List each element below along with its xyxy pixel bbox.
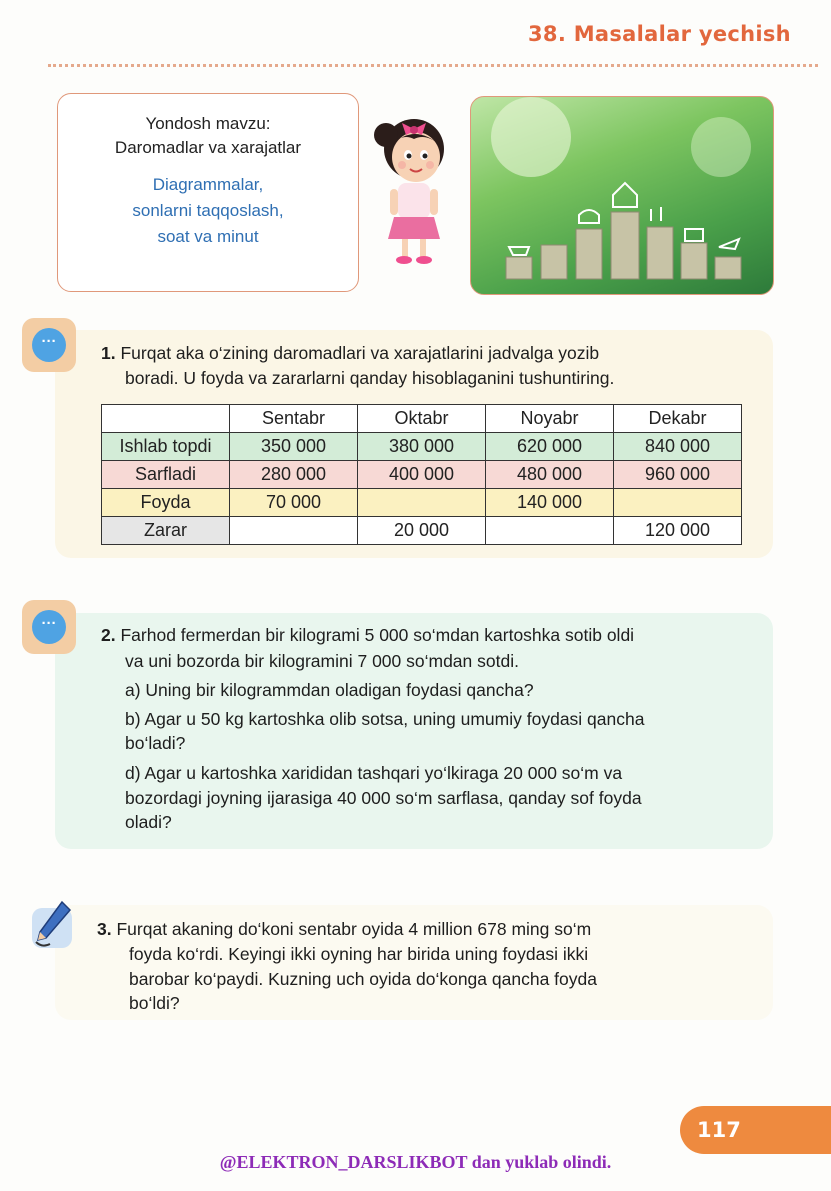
table-cell [614, 489, 742, 517]
table-cell: 380 000 [358, 433, 486, 461]
task2-question-d2: bozordagi joyning ijarasiga 40 000 so‘m sarflasa, qanday sof foyda [125, 788, 642, 808]
table-row [102, 489, 742, 517]
subtopic-time: soat va minut [157, 227, 259, 246]
table-row [102, 433, 742, 461]
task3-line1: Furqat akaning do‘koni sentabr oyida 4 million 678 ming so‘m [116, 919, 592, 939]
table-cell: 120 000 [614, 517, 742, 545]
task3-line4: bo‘ldi? [129, 993, 180, 1013]
coin-stacks-image [471, 97, 773, 294]
task2-number: 2. [101, 625, 116, 645]
table-cell: 400 000 [358, 461, 486, 489]
table-row [102, 517, 742, 545]
table-cell: Zarar [102, 517, 230, 545]
task2-question-b2: bo‘ladi? [125, 733, 186, 753]
table-header-cell: Oktabr [358, 405, 486, 433]
girl-illustration [366, 105, 458, 270]
table-cell: 70 000 [230, 489, 358, 517]
table-header-row [102, 405, 742, 433]
table-cell [358, 489, 486, 517]
task3-number: 3. [97, 919, 112, 939]
task3-line3: barobar ko‘paydi. Kuzning uch oyida do‘konga qancha foyda [129, 969, 597, 989]
coins-photo [470, 96, 774, 295]
table-cell: 140 000 [486, 489, 614, 517]
task3-line2: foyda ko‘rdi. Keyingi ikki oyning har birida uning foydasi ikki [129, 944, 589, 964]
subtopic-compare: sonlarni taqqoslash, [132, 201, 284, 220]
topic-label: Yondosh mavzu: [145, 114, 271, 133]
table-cell: Sarfladi [102, 461, 230, 489]
footer-credit: @ELEKTRON_DARSLIKBOT dan yuklab olindi. [219, 1152, 612, 1172]
task1-text [101, 341, 599, 366]
page-number: 117 [680, 1106, 831, 1154]
table-header-cell: Noyabr [486, 405, 614, 433]
table-cell: Ishlab topdi [102, 433, 230, 461]
task2-text [101, 623, 634, 648]
topic-title: Daromadlar va xarajatlar [114, 138, 302, 157]
task2-line1: Farhod fermerdan bir kilogrami 5 000 so‘mdan kartoshka sotib oldi [120, 625, 635, 645]
task1-line1: Furqat aka o‘zining daromadlari va xarajatlarini jadvalga yozib [120, 343, 600, 363]
task2-question-d1: d) Agar u kartoshka xarididan tashqari yo‘lkiraga 20 000 so‘m va [125, 763, 623, 783]
dotted-divider [48, 64, 818, 67]
task1-number: 1. [101, 343, 116, 363]
table-cell: Foyda [102, 489, 230, 517]
table-cell: 480 000 [486, 461, 614, 489]
chat-bubble-icon: ··· [22, 318, 76, 372]
task2-line2: va uni bozorda bir kilogramini 7 000 so‘mdan sotdi. [125, 651, 519, 671]
topic-box [57, 93, 359, 292]
table-cell: 620 000 [486, 433, 614, 461]
table-cell [486, 517, 614, 545]
topic-subtopics [58, 172, 358, 250]
subtopic-diagrams: Diagrammalar, [152, 175, 264, 194]
chat-bubble-icon: ··· [22, 600, 76, 654]
table-cell: 350 000 [230, 433, 358, 461]
table-row [102, 461, 742, 489]
table-header-cell: Sentabr [230, 405, 358, 433]
income-expense-table [101, 404, 742, 545]
table-cell: 280 000 [230, 461, 358, 489]
table-cell: 20 000 [358, 517, 486, 545]
table-header-cell: Dekabr [614, 405, 742, 433]
task1-line2: boradi. U foyda va zararlarni qanday hisoblaganini tushuntiring. [125, 368, 615, 388]
table-cell: 840 000 [614, 433, 742, 461]
task2-question-a: a) Uning bir kilogrammdan oladigan foydasi qancha? [125, 680, 534, 700]
page-title: 38. Masalalar yechish [528, 22, 791, 46]
task2-question-d3: oladi? [125, 812, 172, 832]
table-cell [230, 517, 358, 545]
pen-icon [28, 898, 76, 954]
task2-question-b1: b) Agar u 50 kg kartoshka olib sotsa, uning umumiy foydasi qancha [125, 709, 645, 729]
table-cell: 960 000 [614, 461, 742, 489]
table-header-cell [102, 405, 230, 433]
task3-text [97, 917, 591, 942]
